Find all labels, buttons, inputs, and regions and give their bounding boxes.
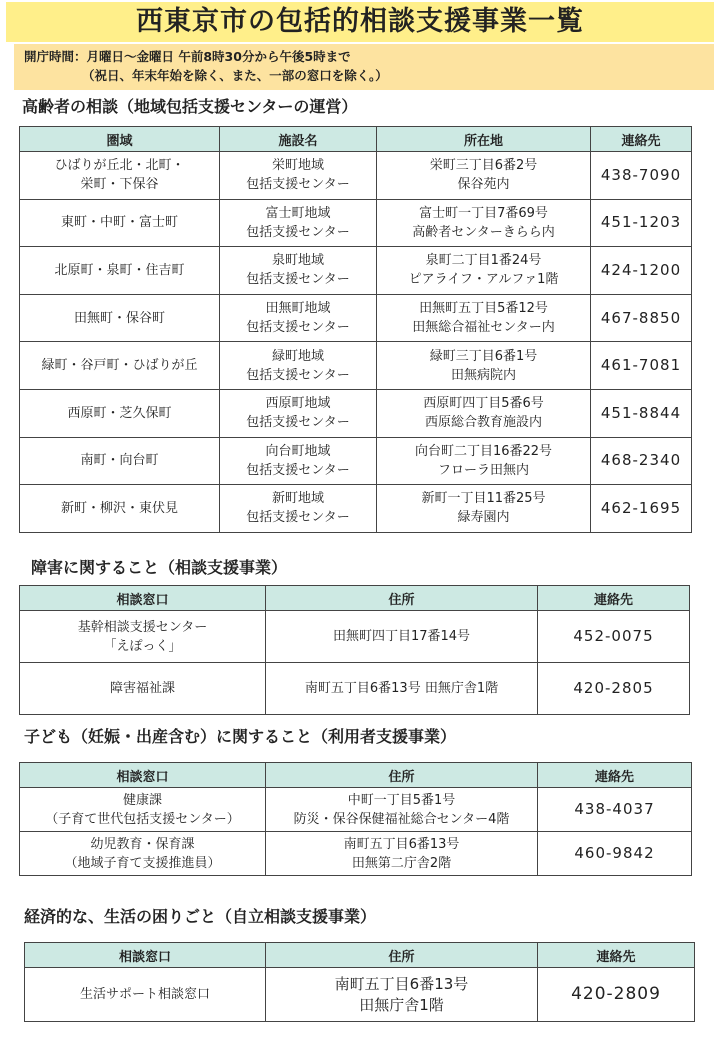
facility-cell-line: 包括支援センター xyxy=(246,367,350,383)
column-header-desk: 相談窓口 xyxy=(25,943,266,968)
office-hours-note: （祝日、年末年始を除く、また、一部の窓口を除く。） xyxy=(82,68,388,83)
table-row xyxy=(20,788,692,832)
address-cell xyxy=(377,485,591,533)
address-cell xyxy=(266,968,538,1022)
area-cell xyxy=(20,152,220,200)
address-cell-line: ピアライフ・アルファ1階 xyxy=(408,272,559,288)
desk-cell-line: （子育て世代包括支援センター） xyxy=(45,811,240,827)
facility-cell-line: 緑町地域 xyxy=(271,348,324,364)
page-title: 西東京市の包括的相談支援事業一覧 xyxy=(6,2,714,42)
facility-cell-line: 包括支援センター xyxy=(246,415,350,431)
facility-cell-line: 向台町地域 xyxy=(265,443,331,459)
address-cell-line: 高齢者センターきらら内 xyxy=(412,224,555,240)
column-header-facility: 施設名 xyxy=(220,127,377,152)
phone-cell-line: 461-7081 xyxy=(600,356,682,375)
desk-cell-line: 幼児教育・保育課 xyxy=(90,836,195,852)
column-header-phone: 連絡先 xyxy=(538,763,692,788)
facility-cell xyxy=(220,247,377,295)
area-cell-line: 北原町・泉町・住吉町 xyxy=(54,262,185,278)
area-cell-line: 西原町・芝久保町 xyxy=(67,405,172,421)
facility-cell-line: 包括支援センター xyxy=(246,224,350,240)
address-cell-line: 栄町三丁目6番2号 xyxy=(429,158,538,174)
desk-cell-line: 「えぽっく」 xyxy=(103,638,182,654)
area-cell xyxy=(20,247,220,295)
address-cell-line: 富士町一丁目7番69号 xyxy=(419,205,548,221)
address-cell xyxy=(266,788,538,832)
phone-cell-line: 462-1695 xyxy=(600,498,682,517)
desk-cell-line: 健康課 xyxy=(122,792,162,808)
facility-cell-line: 泉町地域 xyxy=(271,253,324,269)
address-cell-line: 緑町三丁目6番1号 xyxy=(429,348,538,364)
table-row xyxy=(20,342,692,390)
phone-cell-line: 460-9842 xyxy=(574,844,655,862)
facility-cell-line: 包括支援センター xyxy=(246,510,350,526)
phone-cell xyxy=(538,611,690,663)
desk-cell-line: 生活サポート相談窓口 xyxy=(79,987,210,1002)
column-header-phone: 連絡先 xyxy=(538,586,690,611)
section-heading-economic: 経済的な、生活の困りごと（自立相談支援事業） xyxy=(24,907,377,926)
facility-cell xyxy=(220,342,377,390)
column-header-phone: 連絡先 xyxy=(538,943,695,968)
phone-cell-line: 424-1200 xyxy=(600,260,682,279)
address-cell xyxy=(377,152,591,200)
address-cell-line: 田無総合福祉センター内 xyxy=(412,320,555,336)
area-cell xyxy=(20,437,220,485)
facility-cell-line: 新町地域 xyxy=(271,491,324,507)
phone-cell-line: 438-7090 xyxy=(600,165,682,184)
column-header-address: 住所 xyxy=(266,763,538,788)
phone-cell xyxy=(538,832,692,876)
table-row xyxy=(20,663,690,715)
facility-cell-line: 西原町地域 xyxy=(265,396,331,412)
section-heading-disability: 障害に関すること（相談支援事業） xyxy=(31,558,288,577)
phone-cell xyxy=(591,152,692,200)
address-cell-line: 南町五丁目6番13号 xyxy=(334,974,469,993)
area-cell-line: 東町・中町・富士町 xyxy=(60,215,178,231)
phone-cell-line: 420-2805 xyxy=(573,679,654,697)
address-cell xyxy=(377,294,591,342)
address-cell-line: 西原総合教育施設内 xyxy=(424,415,542,431)
phone-cell xyxy=(591,485,692,533)
address-cell xyxy=(266,832,538,876)
address-cell-line: 緑寿園内 xyxy=(457,510,510,526)
desk-cell xyxy=(20,611,266,663)
column-header-phone: 連絡先 xyxy=(591,127,692,152)
facility-cell-line: 包括支援センター xyxy=(246,177,350,193)
section-heading-elderly: 高齢者の相談（地域包括支援センターの運営） xyxy=(22,97,358,116)
facility-cell-line: 田無町地域 xyxy=(265,301,331,317)
column-header-desk: 相談窓口 xyxy=(20,763,266,788)
desk-cell xyxy=(20,788,266,832)
area-cell-line: 南町・向台町 xyxy=(80,453,159,469)
area-cell xyxy=(20,342,220,390)
table-header-row xyxy=(25,943,695,968)
area-cell-line: 新町・柳沢・東伏見 xyxy=(60,500,178,516)
address-cell-line: 向台町二丁目16番22号 xyxy=(414,443,553,459)
phone-cell xyxy=(591,342,692,390)
table-row xyxy=(25,968,695,1022)
phone-cell-line: 468-2340 xyxy=(600,451,682,470)
address-cell-line: 保谷苑内 xyxy=(457,177,510,193)
elderly-support-table xyxy=(19,126,692,533)
address-cell xyxy=(377,389,591,437)
phone-cell-line: 451-1203 xyxy=(600,213,682,232)
office-hours-line: 開庁時間：月曜日～金曜日 午前8時30分から午後5時まで xyxy=(24,49,351,64)
column-header-desk: 相談窓口 xyxy=(20,586,266,611)
phone-cell xyxy=(591,294,692,342)
table-header-row xyxy=(20,127,692,152)
phone-cell xyxy=(591,389,692,437)
children-support-table xyxy=(19,762,692,876)
address-cell-line: 田無町四丁目17番14号 xyxy=(332,629,471,644)
facility-cell xyxy=(220,294,377,342)
table-row xyxy=(20,485,692,533)
table-row xyxy=(20,611,690,663)
address-cell-line: 新町一丁目11番25号 xyxy=(421,491,546,507)
desk-cell-line: 基幹相談支援センター xyxy=(77,619,208,635)
address-cell-line: 田無町五丁目5番12号 xyxy=(419,301,548,317)
phone-cell-line: 438-4037 xyxy=(574,800,655,818)
facility-cell-line: 包括支援センター xyxy=(246,320,350,336)
address-cell-line: 中町一丁目5番1号 xyxy=(347,792,456,808)
area-cell-line: 緑町・谷戸町・ひばりが丘 xyxy=(41,358,198,374)
address-cell-line: 泉町二丁目1番24号 xyxy=(425,253,542,269)
facility-cell-line: 包括支援センター xyxy=(246,272,350,288)
facility-cell-line: 栄町地域 xyxy=(271,158,324,174)
phone-cell xyxy=(591,437,692,485)
area-cell xyxy=(20,485,220,533)
table-row xyxy=(20,437,692,485)
desk-cell-line: 障害福祉課 xyxy=(109,681,175,696)
table-row xyxy=(20,247,692,295)
facility-cell-line: 包括支援センター xyxy=(246,462,350,478)
table-row xyxy=(20,832,692,876)
column-header-address: 住所 xyxy=(266,586,538,611)
desk-cell xyxy=(25,968,266,1022)
address-cell-line: 南町五丁目6番13号 田無庁舎1階 xyxy=(304,681,499,696)
desk-cell xyxy=(20,832,266,876)
economic-support-table xyxy=(24,942,695,1022)
address-cell xyxy=(266,663,538,715)
area-cell-line: ひばりが丘北・北町・ xyxy=(54,158,185,174)
phone-cell xyxy=(591,199,692,247)
office-hours-notice xyxy=(14,44,714,90)
address-cell-line: 田無庁舎1階 xyxy=(359,995,444,1014)
facility-cell-line: 富士町地域 xyxy=(265,205,331,221)
address-cell-line: 田無第二庁舎2階 xyxy=(351,855,452,871)
area-cell-line: 栄町・下保谷 xyxy=(80,177,159,193)
address-cell xyxy=(377,437,591,485)
area-cell xyxy=(20,294,220,342)
phone-cell xyxy=(538,968,695,1022)
facility-cell xyxy=(220,389,377,437)
table-row xyxy=(20,199,692,247)
disability-support-table xyxy=(19,585,690,715)
phone-cell-line: 452-0075 xyxy=(573,627,654,645)
phone-cell-line: 451-8844 xyxy=(600,403,682,422)
facility-cell xyxy=(220,485,377,533)
desk-cell xyxy=(20,663,266,715)
section-heading-children: 子ども（妊娠・出産含む）に関すること（利用者支援事業） xyxy=(24,727,457,746)
address-cell-line: 南町五丁目6番13号 xyxy=(343,836,460,852)
column-header-address: 所在地 xyxy=(377,127,591,152)
address-cell-line: 西原町四丁目5番6号 xyxy=(423,396,544,412)
area-cell xyxy=(20,199,220,247)
column-header-area: 圏域 xyxy=(20,127,220,152)
table-header-row xyxy=(20,586,690,611)
address-cell xyxy=(377,247,591,295)
table-header-row xyxy=(20,763,692,788)
column-header-address: 住所 xyxy=(266,943,538,968)
facility-cell xyxy=(220,152,377,200)
table-row xyxy=(20,294,692,342)
table-row xyxy=(20,152,692,200)
phone-cell xyxy=(538,663,690,715)
desk-cell-line: （地域子育て支援推進員） xyxy=(64,855,221,871)
address-cell-line: 田無病院内 xyxy=(450,367,516,383)
area-cell xyxy=(20,389,220,437)
facility-cell xyxy=(220,437,377,485)
address-cell-line: 防災・保谷保健福祉総合センター4階 xyxy=(293,811,510,827)
facility-cell xyxy=(220,199,377,247)
address-cell xyxy=(266,611,538,663)
table-row xyxy=(20,389,692,437)
phone-cell xyxy=(538,788,692,832)
address-cell xyxy=(377,199,591,247)
address-cell xyxy=(377,342,591,390)
address-cell-line: フローラ田無内 xyxy=(437,462,529,478)
phone-cell-line: 467-8850 xyxy=(600,308,682,327)
phone-cell xyxy=(591,247,692,295)
phone-cell-line: 420-2809 xyxy=(571,984,661,1004)
area-cell-line: 田無町・保谷町 xyxy=(73,310,165,326)
